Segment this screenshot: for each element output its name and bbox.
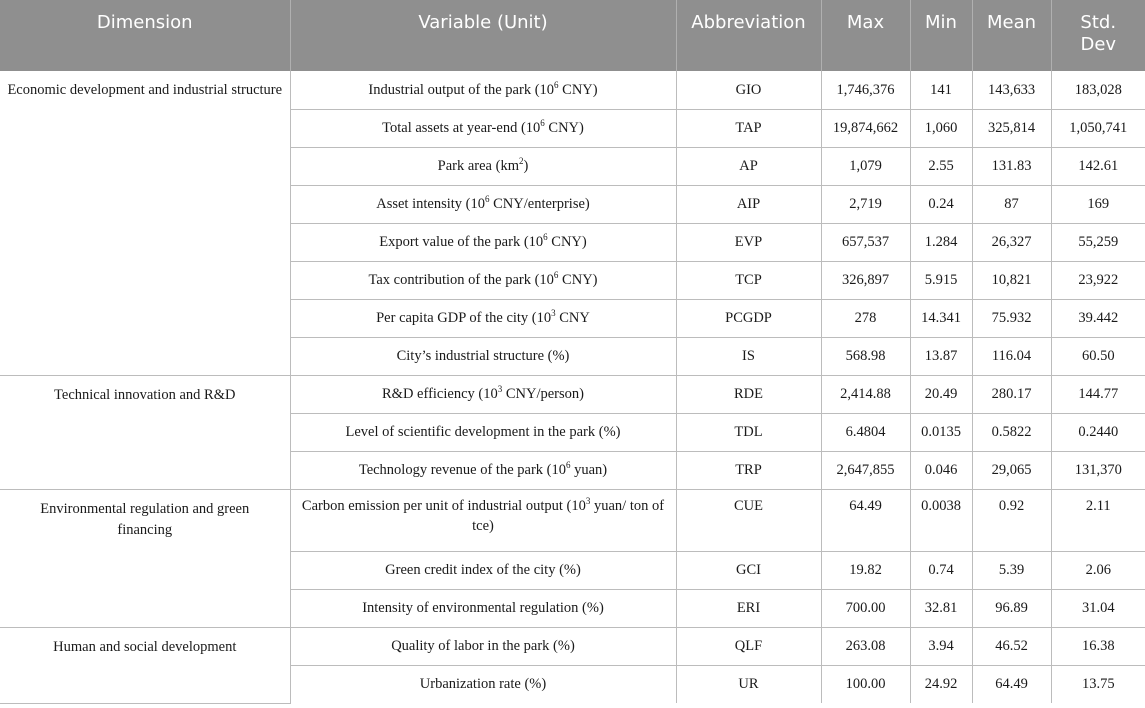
mean-cell: 26,327 <box>972 223 1051 261</box>
max-cell: 2,647,855 <box>821 451 910 489</box>
std-cell: 169 <box>1051 185 1145 223</box>
variable-cell: Tax contribution of the park ($10^6$ CNY) <box>290 261 676 299</box>
header-max: Max <box>821 0 910 71</box>
mean-cell: 46.52 <box>972 627 1051 665</box>
variable-cell: Technology revenue of the park ($10^6$ yuan) <box>290 451 676 489</box>
table-row <box>0 489 1145 551</box>
dimension-cell: Technical innovation and R&D <box>0 375 290 489</box>
variable-cell: Asset intensity ($10^6$ CNY/enterprise) <box>290 185 676 223</box>
mean-cell: 10,821 <box>972 261 1051 299</box>
variable-cell: Urbanization rate (%) <box>290 665 676 703</box>
mean-cell: 143,633 <box>972 71 1051 109</box>
max-cell: 19.82 <box>821 551 910 589</box>
mean-cell: 0.92 <box>972 489 1051 551</box>
std-cell: 183,028 <box>1051 71 1145 109</box>
dimension-cell: Human and social development <box>0 627 290 703</box>
max-cell: 1,746,376 <box>821 71 910 109</box>
min-cell: 1,060 <box>910 109 972 147</box>
abbr-cell: UR <box>676 665 821 703</box>
max-cell: 657,537 <box>821 223 910 261</box>
header-abbreviation: Abbreviation <box>676 0 821 71</box>
variable-cell: Per capita GDP of the city ($10^3$ CNY <box>290 299 676 337</box>
min-cell: 14.341 <box>910 299 972 337</box>
variable-cell: Carbon emission per unit of industrial output ($10^3$ yuan/ ton of tce) <box>290 489 676 551</box>
mean-cell: 0.5822 <box>972 413 1051 451</box>
header-std: Std. Dev <box>1051 0 1145 71</box>
variable-cell: Quality of labor in the park (%) <box>290 627 676 665</box>
std-cell: 144.77 <box>1051 375 1145 413</box>
std-cell: 1,050,741 <box>1051 109 1145 147</box>
max-cell: 278 <box>821 299 910 337</box>
std-cell: 131,370 <box>1051 451 1145 489</box>
std-cell: 142.61 <box>1051 147 1145 185</box>
abbr-cell: TRP <box>676 451 821 489</box>
table-row <box>0 375 1145 413</box>
std-cell: 23,922 <box>1051 261 1145 299</box>
mean-cell: 75.932 <box>972 299 1051 337</box>
abbr-cell: EVP <box>676 223 821 261</box>
mean-cell: 280.17 <box>972 375 1051 413</box>
min-cell: 0.046 <box>910 451 972 489</box>
abbr-cell: RDE <box>676 375 821 413</box>
max-cell: 100.00 <box>821 665 910 703</box>
abbr-cell: CUE <box>676 489 821 551</box>
table-row <box>0 71 1145 109</box>
min-cell: 20.49 <box>910 375 972 413</box>
mean-cell: 131.83 <box>972 147 1051 185</box>
variable-cell: Industrial output of the park ($10^6$ CNY) <box>290 71 676 109</box>
std-cell: 13.75 <box>1051 665 1145 703</box>
abbr-cell: ERI <box>676 589 821 627</box>
std-cell: 0.2440 <box>1051 413 1145 451</box>
min-cell: 32.81 <box>910 589 972 627</box>
abbr-cell: AIP <box>676 185 821 223</box>
max-cell: 263.08 <box>821 627 910 665</box>
max-cell: 568.98 <box>821 337 910 375</box>
abbr-cell: TDL <box>676 413 821 451</box>
abbr-cell: GIO <box>676 71 821 109</box>
variable-cell: City’s industrial structure (%) <box>290 337 676 375</box>
mean-cell: 64.49 <box>972 665 1051 703</box>
abbr-cell: QLF <box>676 627 821 665</box>
variable-cell: Park area $(km^2)$ <box>290 147 676 185</box>
mean-cell: 87 <box>972 185 1051 223</box>
min-cell: 141 <box>910 71 972 109</box>
max-cell: 700.00 <box>821 589 910 627</box>
std-cell: 2.11 <box>1051 489 1145 551</box>
max-cell: 19,874,662 <box>821 109 910 147</box>
header-row <box>0 0 1145 71</box>
max-cell: 2,414.88 <box>821 375 910 413</box>
variable-cell: Green credit index of the city (%) <box>290 551 676 589</box>
abbr-cell: IS <box>676 337 821 375</box>
dimension-cell: Environmental regulation and green financing <box>0 489 290 627</box>
min-cell: 0.0135 <box>910 413 972 451</box>
variable-cell: Level of scientific development in the park (%) <box>290 413 676 451</box>
std-cell: 55,259 <box>1051 223 1145 261</box>
min-cell: 3.94 <box>910 627 972 665</box>
max-cell: 326,897 <box>821 261 910 299</box>
min-cell: 0.0038 <box>910 489 972 551</box>
std-cell: 16.38 <box>1051 627 1145 665</box>
header-mean: Mean <box>972 0 1051 71</box>
variable-cell: R&D efficiency ($10^3$ CNY/person) <box>290 375 676 413</box>
abbr-cell: PCGDP <box>676 299 821 337</box>
variable-cell: Export value of the park ($10^6$ CNY) <box>290 223 676 261</box>
max-cell: 6.4804 <box>821 413 910 451</box>
header-min: Min <box>910 0 972 71</box>
variable-cell: Intensity of environmental regulation (%) <box>290 589 676 627</box>
max-cell: 64.49 <box>821 489 910 551</box>
min-cell: 24.92 <box>910 665 972 703</box>
abbr-cell: TCP <box>676 261 821 299</box>
std-cell: 31.04 <box>1051 589 1145 627</box>
mean-cell: 116.04 <box>972 337 1051 375</box>
min-cell: 1.284 <box>910 223 972 261</box>
header-variable: Variable (Unit) <box>290 0 676 71</box>
mean-cell: 325,814 <box>972 109 1051 147</box>
header-dimension: Dimension <box>0 0 290 71</box>
table-row <box>0 627 1145 665</box>
min-cell: 0.24 <box>910 185 972 223</box>
max-cell: 2,719 <box>821 185 910 223</box>
max-cell: 1,079 <box>821 147 910 185</box>
dimension-cell: Economic development and industrial structure <box>0 71 290 375</box>
mean-cell: 29,065 <box>972 451 1051 489</box>
min-cell: 5.915 <box>910 261 972 299</box>
std-cell: 2.06 <box>1051 551 1145 589</box>
mean-cell: 5.39 <box>972 551 1051 589</box>
min-cell: 13.87 <box>910 337 972 375</box>
abbr-cell: GCI <box>676 551 821 589</box>
mean-cell: 96.89 <box>972 589 1051 627</box>
std-cell: 60.50 <box>1051 337 1145 375</box>
std-cell: 39.442 <box>1051 299 1145 337</box>
abbr-cell: TAP <box>676 109 821 147</box>
abbr-cell: AP <box>676 147 821 185</box>
min-cell: 2.55 <box>910 147 972 185</box>
min-cell: 0.74 <box>910 551 972 589</box>
variable-cell: Total assets at year-end ($10^6$ CNY) <box>290 109 676 147</box>
